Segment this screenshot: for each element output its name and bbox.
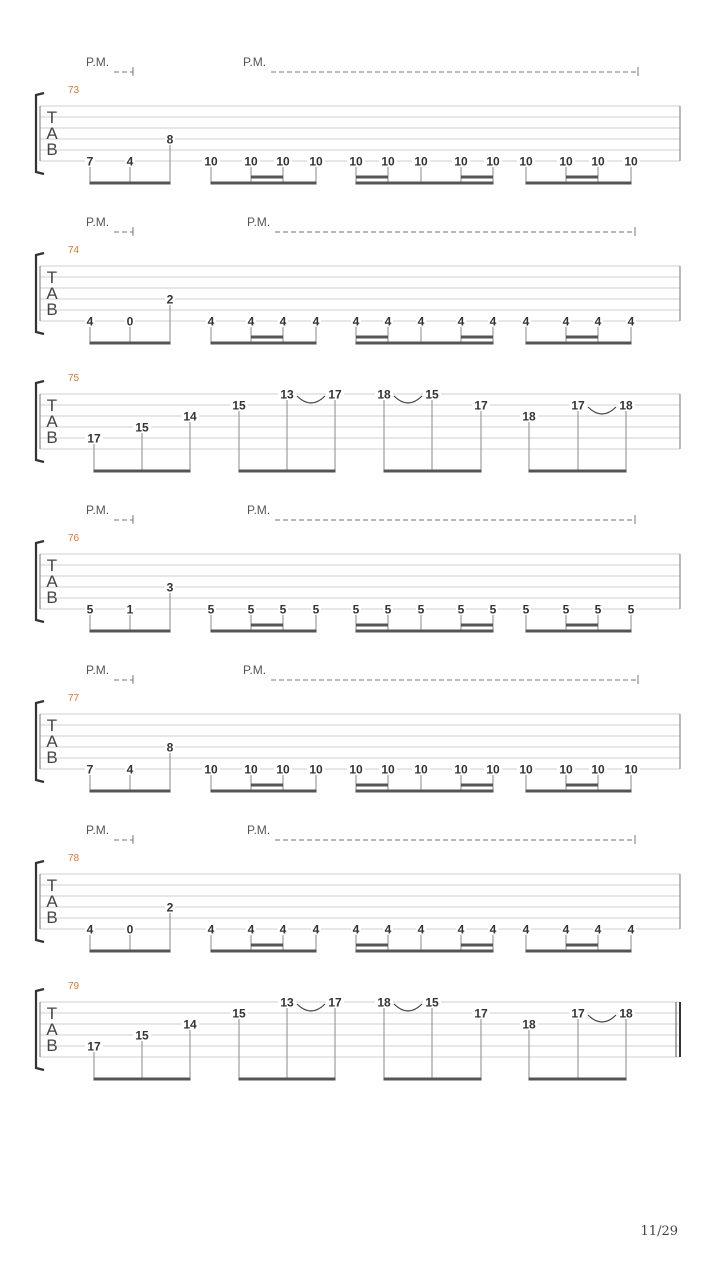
fret-number: 1 — [126, 602, 134, 617]
tab-clef-letter: A — [46, 1020, 58, 1039]
fret-number: 4 — [352, 314, 360, 329]
tab-clef-letter: A — [46, 284, 58, 303]
fret-number: 5 — [86, 602, 94, 617]
fret-number: 5 — [627, 602, 635, 617]
fret-number: 10 — [559, 762, 573, 777]
tab-clef-letter: A — [46, 732, 58, 751]
fret-number: 10 — [519, 762, 533, 777]
fret-number: 17 — [328, 387, 342, 402]
tab-clef-letter: B — [46, 908, 58, 927]
fret-number: 15 — [232, 1006, 246, 1021]
fret-number: 14 — [183, 1017, 197, 1032]
fret-number: 10 — [454, 154, 468, 169]
fret-number: 5 — [417, 602, 425, 617]
tab-clef-letter: T — [46, 268, 58, 287]
fret-number: 5 — [384, 602, 392, 617]
fret-number: 4 — [627, 314, 635, 329]
palm-mute-label: P.M. — [247, 215, 271, 229]
tab-clef-letter: B — [46, 140, 58, 159]
fret-number: 18 — [522, 1017, 536, 1032]
fret-number: 3 — [166, 580, 174, 595]
fret-number: 17 — [571, 1006, 585, 1021]
tie-arc — [297, 396, 325, 403]
fret-number: 10 — [559, 154, 573, 169]
fret-number: 18 — [522, 409, 536, 424]
fret-number: 7 — [86, 154, 94, 169]
tie-arc — [588, 1015, 616, 1022]
fret-number: 4 — [279, 314, 287, 329]
fret-number: 4 — [384, 314, 392, 329]
palm-mute-label: P.M. — [86, 215, 110, 229]
tie-arc — [588, 407, 616, 414]
fret-number: 13 — [280, 387, 294, 402]
fret-number: 10 — [204, 762, 218, 777]
fret-number: 4 — [247, 314, 255, 329]
fret-number: 10 — [486, 762, 500, 777]
fret-number: 10 — [591, 154, 605, 169]
fret-number: 2 — [166, 292, 174, 307]
fret-number: 5 — [207, 602, 215, 617]
tab-clef-letter: T — [46, 716, 58, 735]
fret-number: 5 — [247, 602, 255, 617]
fret-number: 4 — [279, 922, 287, 937]
fret-number: 10 — [349, 154, 363, 169]
measure-number: 76 — [68, 533, 80, 544]
fret-number: 4 — [352, 922, 360, 937]
fret-number: 5 — [594, 602, 602, 617]
measure-number: 78 — [68, 853, 80, 864]
tab-clef-letter: B — [46, 428, 58, 447]
tab-clef-letter: T — [46, 108, 58, 127]
fret-number: 10 — [624, 762, 638, 777]
fret-number: 4 — [126, 154, 134, 169]
fret-number: 4 — [457, 314, 465, 329]
fret-number: 10 — [309, 154, 323, 169]
fret-number: 2 — [166, 900, 174, 915]
fret-number: 4 — [562, 922, 570, 937]
fret-number: 7 — [86, 762, 94, 777]
fret-number: 5 — [279, 602, 287, 617]
tab-clef-letter: T — [46, 1004, 58, 1023]
fret-number: 0 — [126, 314, 134, 329]
tab-clef-letter: A — [46, 412, 58, 431]
fret-number: 5 — [312, 602, 320, 617]
fret-number: 0 — [126, 922, 134, 937]
palm-mute-label: P.M. — [243, 663, 267, 677]
fret-number: 17 — [87, 431, 101, 446]
fret-number: 5 — [352, 602, 360, 617]
tab-clef-letter: T — [46, 396, 58, 415]
fret-number: 17 — [87, 1039, 101, 1054]
tie-arc — [394, 1004, 422, 1011]
page-number: 11/29 — [640, 1224, 678, 1239]
fret-number: 4 — [522, 314, 530, 329]
fret-number: 4 — [562, 314, 570, 329]
fret-number: 4 — [594, 922, 602, 937]
measure-number: 73 — [68, 85, 80, 96]
fret-number: 4 — [207, 314, 215, 329]
measure-number: 74 — [68, 245, 80, 256]
tab-clef-letter: A — [46, 892, 58, 911]
measure-number: 79 — [68, 981, 80, 992]
measure-number: 75 — [68, 373, 80, 384]
fret-number: 13 — [280, 995, 294, 1010]
fret-number: 4 — [489, 314, 497, 329]
fret-number: 10 — [414, 762, 428, 777]
palm-mute-label: P.M. — [247, 503, 271, 517]
fret-number: 15 — [425, 387, 439, 402]
fret-number: 10 — [519, 154, 533, 169]
fret-number: 18 — [619, 398, 633, 413]
fret-number: 10 — [276, 154, 290, 169]
fret-number: 18 — [377, 995, 391, 1010]
fret-number: 10 — [414, 154, 428, 169]
fret-number: 4 — [489, 922, 497, 937]
fret-number: 4 — [417, 922, 425, 937]
fret-number: 10 — [204, 154, 218, 169]
palm-mute-label: P.M. — [243, 55, 267, 69]
fret-number: 10 — [349, 762, 363, 777]
fret-number: 4 — [126, 762, 134, 777]
tab-clef-letter: B — [46, 748, 58, 767]
tab-clef-letter: B — [46, 588, 58, 607]
fret-number: 10 — [244, 154, 258, 169]
fret-number: 5 — [562, 602, 570, 617]
palm-mute-label: P.M. — [86, 663, 110, 677]
fret-number: 4 — [86, 922, 94, 937]
fret-number: 18 — [619, 1006, 633, 1021]
fret-number: 4 — [247, 922, 255, 937]
fret-number: 4 — [86, 314, 94, 329]
fret-number: 10 — [244, 762, 258, 777]
tab-clef-letter: B — [46, 1036, 58, 1055]
fret-number: 17 — [328, 995, 342, 1010]
fret-number: 4 — [522, 922, 530, 937]
tab-clef-letter: T — [46, 556, 58, 575]
tie-arc — [297, 1004, 325, 1011]
fret-number: 17 — [571, 398, 585, 413]
tab-clef-letter: A — [46, 572, 58, 591]
fret-number: 10 — [381, 154, 395, 169]
palm-mute-label: P.M. — [247, 823, 271, 837]
fret-number: 4 — [384, 922, 392, 937]
fret-number: 10 — [486, 154, 500, 169]
fret-number: 8 — [166, 740, 174, 755]
fret-number: 4 — [627, 922, 635, 937]
fret-number: 5 — [522, 602, 530, 617]
fret-number: 4 — [312, 922, 320, 937]
fret-number: 17 — [474, 1006, 488, 1021]
fret-number: 10 — [276, 762, 290, 777]
palm-mute-label: P.M. — [86, 823, 110, 837]
fret-number: 18 — [377, 387, 391, 402]
fret-number: 10 — [624, 154, 638, 169]
fret-number: 10 — [454, 762, 468, 777]
fret-number: 4 — [207, 922, 215, 937]
fret-number: 4 — [417, 314, 425, 329]
fret-number: 5 — [457, 602, 465, 617]
measure-number: 77 — [68, 693, 80, 704]
palm-mute-label: P.M. — [86, 55, 110, 69]
fret-number: 5 — [489, 602, 497, 617]
fret-number: 4 — [457, 922, 465, 937]
palm-mute-label: P.M. — [86, 503, 110, 517]
fret-number: 10 — [591, 762, 605, 777]
fret-number: 14 — [183, 409, 197, 424]
tie-arc — [394, 396, 422, 403]
fret-number: 17 — [474, 398, 488, 413]
fret-number: 15 — [135, 420, 149, 435]
tab-clef-letter: B — [46, 300, 58, 319]
fret-number: 4 — [594, 314, 602, 329]
tab-clef-letter: T — [46, 876, 58, 895]
fret-number: 10 — [309, 762, 323, 777]
fret-number: 15 — [135, 1028, 149, 1043]
fret-number: 4 — [312, 314, 320, 329]
tab-clef-letter: A — [46, 124, 58, 143]
fret-number: 15 — [425, 995, 439, 1010]
fret-number: 15 — [232, 398, 246, 413]
fret-number: 8 — [166, 132, 174, 147]
fret-number: 10 — [381, 762, 395, 777]
